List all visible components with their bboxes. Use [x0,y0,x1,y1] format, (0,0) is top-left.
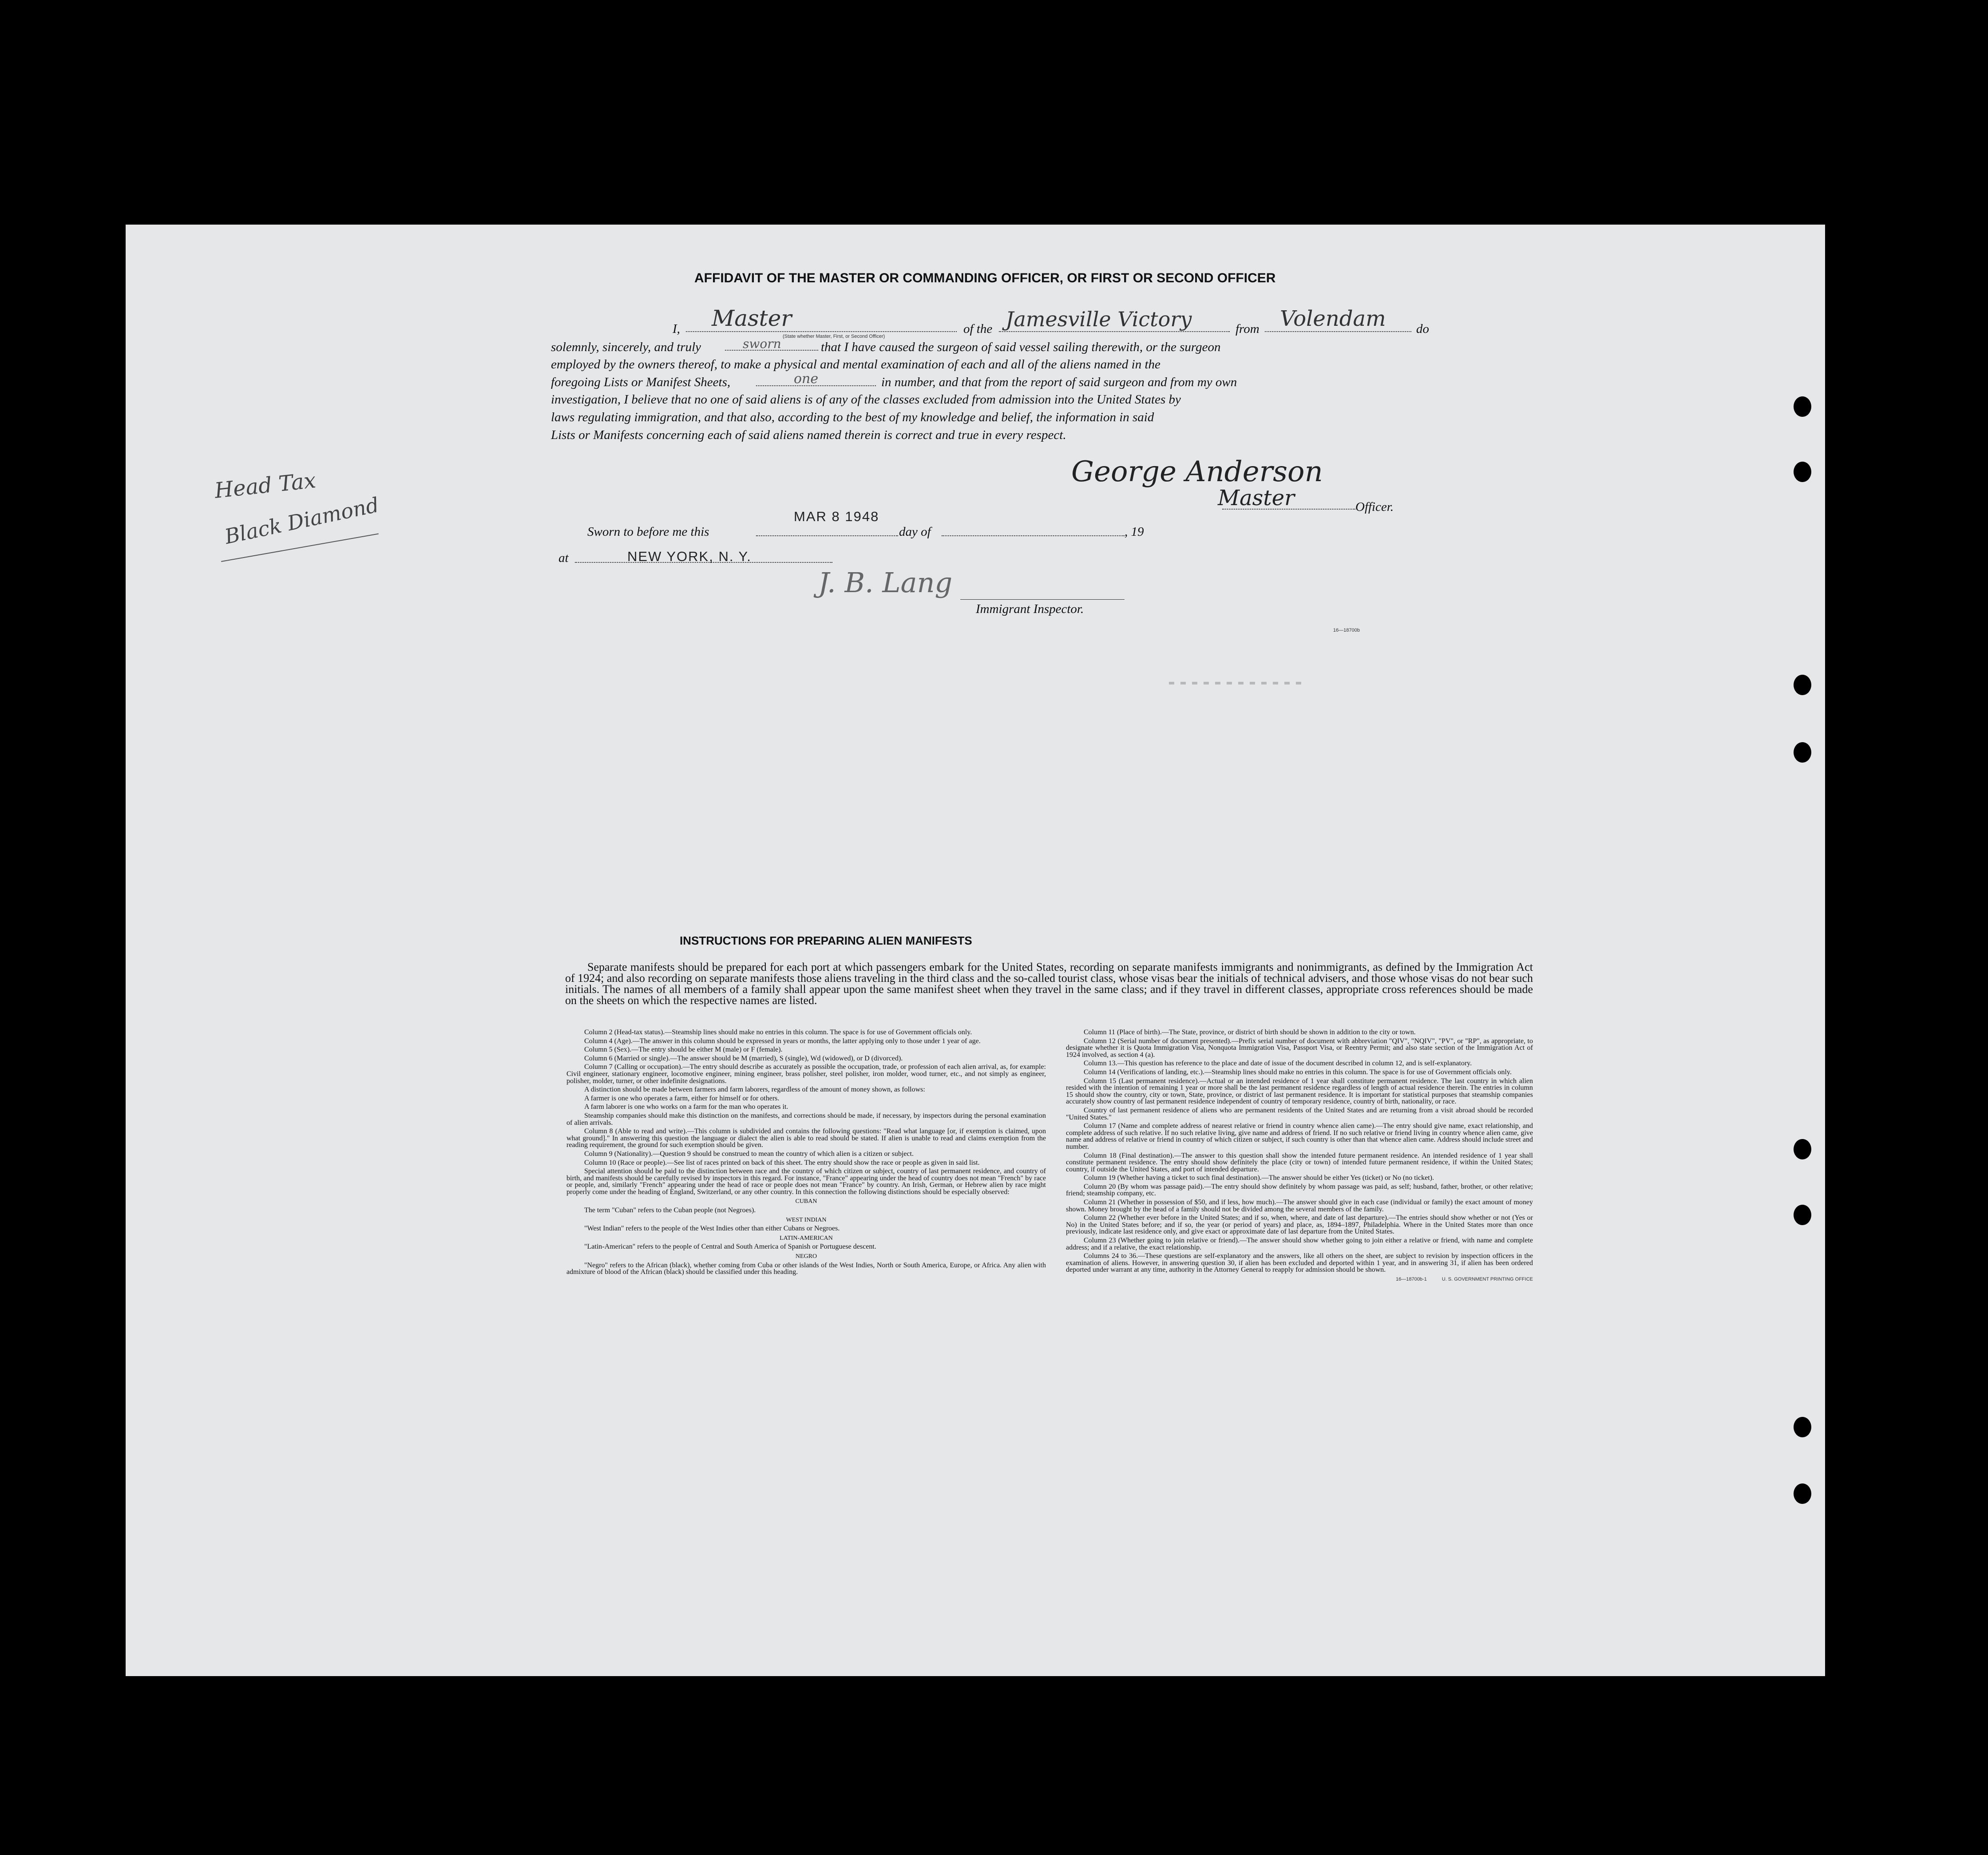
at-label: at [558,551,569,565]
left-col-item: Special attention should be paid to the distinction between race and the country of which citizen or subject, country of last permanent residence, and country of birth, and manifests should be carefully revised by inspectors in this regard. For instance, "France" appearing under the head of country does not mean "French" by race or people, and, similarly "French" appearing under the head of race or people does not mean "France" by country. An Irish, German, or Hebrew alien by race might properly come under the heading of England, Switzerland, or any other country. In this connection the following distinctions should be especially observed: [566,1167,1046,1196]
footer-form-number: 16—18700b-1 [1396,1277,1427,1282]
footer-gpo: U. S. GOVERNMENT PRINTING OFFICE [1441,1277,1533,1282]
master-signature: George Anderson [1071,455,1323,488]
subheading-negro: NEGRO [795,1253,817,1260]
binder-hole [1794,675,1811,695]
text-latin-american: "Latin-American" refers to the people of Central and South America of Spanish or Portuguese descent. [584,1243,876,1251]
manifest-sheet [126,225,1825,1676]
binder-hole [1794,742,1811,763]
text-negro: "Negro" refers to the African (black), whether coming from Cuba or other islands of the West Indies, North or South America, Europe, or Africa. Any alien with admixture of blood of the African (black) should be classified under this heading. [566,1261,1046,1276]
sworn-day-line [756,535,898,536]
vessel-handwriting: Jamesville Victory [1006,307,1192,331]
faint-mark [1169,682,1302,684]
place-stamp: NEW YORK, N. Y. [627,549,752,564]
affidavit-line-4a: foregoing Lists or Manifest Sheets, [551,375,731,389]
rank-note: (State whether Master, First, or Second Officer) [783,334,885,339]
intro-paragraph: Separate manifests should be prepared for each port at which passengers embark for the United States, recording on separate manifests immigrants and nonimmigrants, as defined by the Immigration Act of 1924; and also recording on separate manifests those aliens traveling in the third class and the so-called tourist class, whose visas bear the initials of technical advisers, and those whose visas do not bear such initials. The names of all members of a family shall appear upon the same manifest sheet when they travel in the same class; and if they travel in different classes, appropriate cross references should be made on the sheets on which the respective names are listed. [565,961,1533,1007]
vessel-line [999,331,1230,332]
left-col-item: A farmer is one who operates a farm, either for himself or for others. [584,1094,780,1102]
count-handwriting: one [794,371,819,387]
label-i: I, [673,322,680,336]
label-from: from [1236,322,1259,336]
left-col-item: Column 2 (Head-tax status).—Steamship lines should make no entries in this column. The space is for use of Government officials only. [584,1028,972,1036]
affidavit-line-6: laws regulating immigration, and that also, according to the best of my knowledge and belief, the information in said [551,410,1154,424]
binder-hole [1794,396,1811,417]
sworn-handwriting: sworn [743,336,781,351]
right-col-item: Column 21 (Whether in possession of $50, and if less, how much).—The answer should give in each case (individual or family) the exact amount of money shown. Money brought by the head of a family should not be divided among the several members of the family. [1066,1198,1533,1213]
officer-label: Officer. [1355,500,1394,514]
right-col-item: Column 18 (Final destination).—The answer to this question shall show the intended future permanent residence. An intended residence of 1 year shall constitute permanent residence. The entry should show definitely the place (city or town) of intended future permanent residence, if within the United States; country, if outside the United States, and port of intended departure. [1066,1151,1533,1173]
from-line [1265,331,1411,332]
right-col-item: Column 22 (Whether ever before in the United States; and if so, when, where, and date of last departure).—The entries should show whether or not (Yes or No) in the United States before; and if so, the year (or period of years) and place, as, 1894–1897, Philadelphia. Where in the United States more than once previously, indicate last residence only, and give exact or approximate date of last departure from the United States. [1066,1214,1533,1236]
binder-hole [1794,1205,1811,1225]
right-col-item: Country of last permanent residence of aliens who are permanent residents of the United States and are returning from a visit abroad should be recorded "United States." [1066,1106,1533,1121]
affidavit-line-7: Lists or Manifests concerning each of said aliens named therein is correct and true in every respect. [551,428,1066,442]
binder-hole [1794,1139,1811,1159]
right-col-item: Columns 24 to 36.—These questions are self-explanatory and the answers, like all others on the sheet, are subject to revision by inspection officers in the examination of aliens. However, in answering question 30, if alien has been excluded and deported within 1 year, and in answering 31, if alien has been ordered deported under warrant at any time, authority in the Attorney General to reapply for admission should be shown. [1066,1252,1533,1274]
right-col-item: Column 20 (By whom was passage paid).—The entry should show definitely by whom passage was paid, as self; husband, father, brother, or other relative; friend; steamship company, etc. [1066,1183,1533,1198]
right-col-item: Column 15 (Last permanent residence).—Actual or an intended residence of 1 year shall constitute permanent residence. The last country in which alien resided with the intention of remaining 1 year or more shall be the last permanent residence regardless of length of actual residence therein. The entries in column 15 should show the country, city or town, State, province, or district of last permanent residence. It is important for statistical purposes that steamship companies accurately show country of last permanent residence independent of country of temporary residence, country of birth, nationality, or race. [1066,1077,1533,1106]
left-col-item: Column 10 (Race or people).—See list of races printed on back of this sheet. The entry should show the race or people as given in said list. [584,1159,980,1167]
left-col-item: Column 6 (Married or single).—The answer should be M (married), S (single), Wd (widowed), or D (divorced). [584,1054,903,1062]
affidavit-line-4b: in number, and that from the report of said surgeon and from my own [881,375,1237,389]
affidavit-title: AFFIDAVIT OF THE MASTER OR COMMANDING OFFICER, OR FIRST OR SECOND OFFICER [694,271,1276,285]
officer-title-handwriting: Master [1218,486,1295,510]
inspector-line [960,599,1125,600]
right-col-item: Column 13.—This question has reference to the place and date of issue of the document described in column 12, and is self-explanatory. [1084,1060,1472,1068]
rank-handwriting: Master [712,305,792,331]
left-col-item: Column 5 (Sex).—The entry should be either M (male) or F (female). [584,1046,783,1054]
month-line [942,535,1125,536]
affidavit-line-5: investigation, I believe that no one of said aliens is of any of the classes excluded from admission into the United States by [551,392,1181,407]
label-of-the: of the [963,322,993,336]
margin-note-head-tax: Head Tax [213,468,317,503]
right-col-item: Column 12 (Serial number of document presented).—Prefix serial number of document with abbreviation "QIV", "NQIV", "PV", or "RP", as appropriate, to designate whether it is Quota Immigration Visa, Nonquota Immigration Visa, Passport Visa, or Reentry Permit; and also state section of the Immigration Act of 1924 involved, as section 4 (a). [1066,1037,1533,1059]
left-col-item: Column 7 (Calling or occupation).—The entry should describe as accurately as possible the occupation, trade, or profession of each alien arrival, as, for example: Civil engineer, stationary engineer, locomotive engineer, mining engineer, brass polisher, steel polisher, iron molder, wood turner, etc., and not simply as engineer, polisher, molder, turner, or other indefinite designations. [566,1063,1046,1085]
sworn-label: Sworn to before me this [587,525,709,539]
right-col-item: Column 17 (Name and complete address of nearest relative or friend in country whence alien came).—The entry should give name, exact relationship, and complete address of such relative. If no such relative living, give name and address of friend. If no such relative or friend living in country whence alien came, give name and address of relative or friend in country of which citizen or subject, if such country is other than that whence alien came. Address should include street and number. [1066,1122,1533,1151]
left-col-item: Column 9 (Nationality).—Question 9 should be construed to mean the country of which alien is a citizen or subject. [584,1150,914,1158]
inspector-signature: J. B. Lang [818,566,953,599]
day-of-label: day of [899,525,931,539]
left-col-item: Column 8 (Able to read and write).—This column is subdivided and contains the following questions: "Read what language [or, if exemption is claimed, upon what ground]." In answering this question the language or dialect the alien is able to read should be stated. If alien is unable to read and claims exemption from the reading requirement, the ground for such exemption should be given. [566,1127,1046,1149]
affidavit-line-3: employed by the owners thereof, to make a physical and mental examination of each and all of the aliens named in the [551,357,1160,372]
binder-hole [1794,462,1811,482]
left-col-item: Steamship companies should make this distinction on the manifests, and corrections should be made, if necessary, by inspectors during the personal examination of alien arrivals. [566,1111,1046,1127]
right-col-item: Column 23 (Whether going to join relative or friend).—The answer should show whether going to join either a relative or friend, with name and complete address; and if a relative, the exact relationship. [1066,1237,1533,1251]
rank-line [686,331,957,332]
subheading-latin-american: LATIN-AMERICAN [780,1234,833,1242]
inspector-label: Immigrant Inspector. [976,602,1084,616]
instructions-title: INSTRUCTIONS FOR PREPARING ALIEN MANIFESTS [680,934,972,947]
text-cuban: The term "Cuban" refers to the Cuban people (not Negroes). [584,1206,756,1214]
label-do: do [1416,322,1429,336]
text-west-indian: "West Indian" refers to the people of the West Indies other than either Cubans or Negroes. [584,1225,840,1233]
margin-note-black-diamond: Black Diamond [222,492,381,549]
binder-hole [1794,1483,1811,1504]
date-stamp: MAR 8 1948 [794,509,879,524]
binder-hole [1794,1417,1811,1437]
left-col-item: A distinction should be made between farmers and farm laborers, regardless of the amount of money shown, as follows: [584,1086,925,1094]
right-col-item: Column 19 (Whether having a ticket to such final destination).—The answer should be either Yes (ticket) or No (no ticket). [1084,1174,1434,1182]
from-handwriting: Volendam [1280,306,1386,331]
instructions-intro [565,961,1533,1006]
affidavit-line-2b: that I have caused the surgeon of said vessel sailing therewith, or the surgeon [821,340,1221,354]
form-number-top: 16—18700b [1333,628,1360,633]
subheading-west-indian: WEST INDIAN [786,1216,827,1223]
left-col-item: A farm laborer is one who works on a farm for the man who operates it. [584,1103,788,1111]
instructions-left-column [566,1029,1046,1278]
affidavit-line-2a: solemnly, sincerely, and truly [551,340,701,354]
year-prefix: , 19 [1125,525,1144,539]
right-col-item: Column 14 (Verifications of landing, etc.).—Steamship lines should make no entries in this column. The space is for use of Government officials only. [1084,1068,1512,1076]
right-col-item: Column 11 (Place of birth).—The State, province, or district of birth should be shown in addition to the city or town. [1084,1028,1416,1036]
instructions-right-column [1066,1029,1533,1283]
subheading-cuban: CUBAN [795,1198,817,1205]
left-col-item: Column 4 (Age).—The answer in this column should be expressed in years or months, the latter applying only to those under 1 year of age. [584,1037,981,1045]
